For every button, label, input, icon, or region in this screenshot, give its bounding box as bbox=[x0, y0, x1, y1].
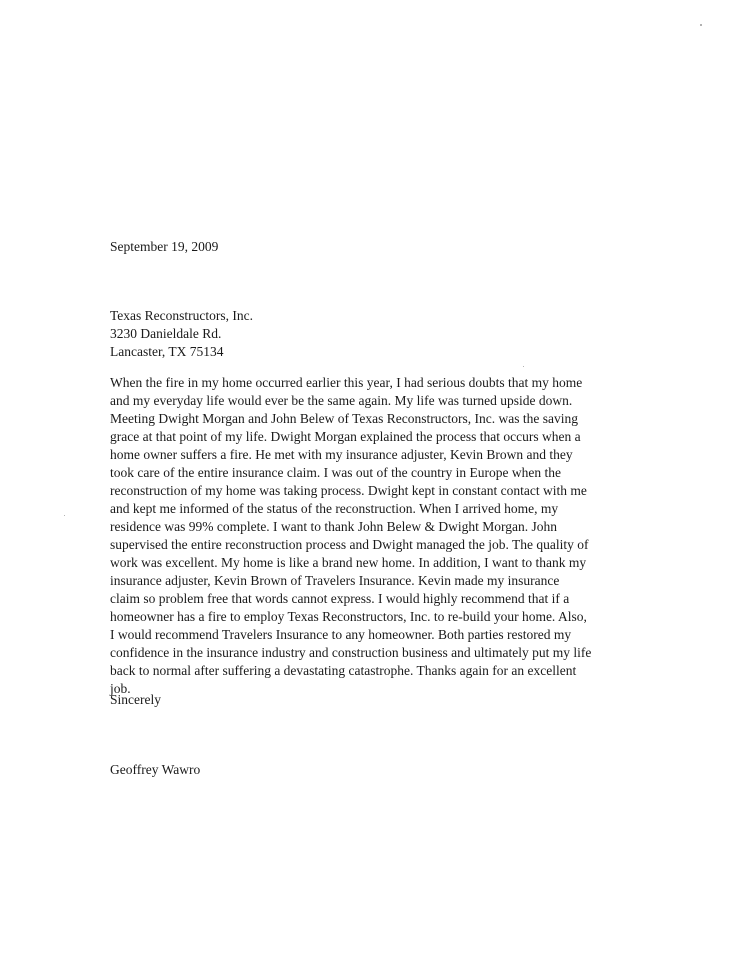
body-line: work was excellent. My home is like a brand new home. In addition, I want to thank my bbox=[110, 555, 587, 570]
address-city-state-zip: Lancaster, TX 75134 bbox=[110, 344, 224, 359]
letter-date: September 19, 2009 bbox=[110, 239, 219, 254]
body-line: job. bbox=[110, 681, 131, 696]
body-line: homeowner has a fire to employ Texas Reconstructors, Inc. to re-build your home. Also, bbox=[110, 609, 587, 624]
body-line: reconstruction of my home was taking process. Dwight kept in constant contact with me bbox=[110, 483, 587, 498]
body-line: When the fire in my home occurred earlier this year, I had serious doubts that my home bbox=[110, 375, 583, 390]
scan-speck bbox=[64, 515, 65, 516]
scan-speck bbox=[700, 24, 702, 26]
body-line: residence was 99% complete. I want to thank John Belew & Dwight Morgan. John bbox=[110, 519, 558, 534]
body-line: Meeting Dwight Morgan and John Belew of Texas Reconstructors, Inc. was the saving bbox=[110, 411, 578, 426]
body-line: took care of the entire insurance claim. I was out of the country in Europe when the bbox=[110, 465, 561, 480]
body-line: confidence in the insurance industry and construction business and ultimately put my life bbox=[110, 645, 592, 660]
address-company: Texas Reconstructors, Inc. bbox=[110, 308, 254, 323]
body-line: and kept me informed of the status of the reconstruction. When I arrived home, my bbox=[110, 501, 559, 516]
recipient-address bbox=[110, 307, 253, 361]
letter-closing: Sincerely bbox=[110, 692, 161, 707]
body-line: home owner suffers a fire. He met with my insurance adjuster, Kevin Brown and they bbox=[110, 447, 573, 462]
letter-body bbox=[110, 374, 640, 698]
body-line: and my everyday life would ever be the same again. My life was turned upside down. bbox=[110, 393, 573, 408]
address-street: 3230 Danieldale Rd. bbox=[110, 326, 222, 341]
signature-name: Geoffrey Wawro bbox=[110, 762, 201, 777]
body-line: back to normal after suffering a devastating catastrophe. Thanks again for an excellent bbox=[110, 663, 577, 678]
body-line: grace at that point of my life. Dwight Morgan explained the process that occurs when a bbox=[110, 429, 581, 444]
body-line: supervised the entire reconstruction process and Dwight managed the job. The quality of bbox=[110, 537, 589, 552]
body-line: claim so problem free that words cannot express. I would highly recommend that if a bbox=[110, 591, 570, 606]
scan-speck bbox=[523, 366, 524, 367]
body-line: I would recommend Travelers Insurance to any homeowner. Both parties restored my bbox=[110, 627, 572, 642]
body-line: insurance adjuster, Kevin Brown of Travelers Insurance. Kevin made my insurance bbox=[110, 573, 560, 588]
